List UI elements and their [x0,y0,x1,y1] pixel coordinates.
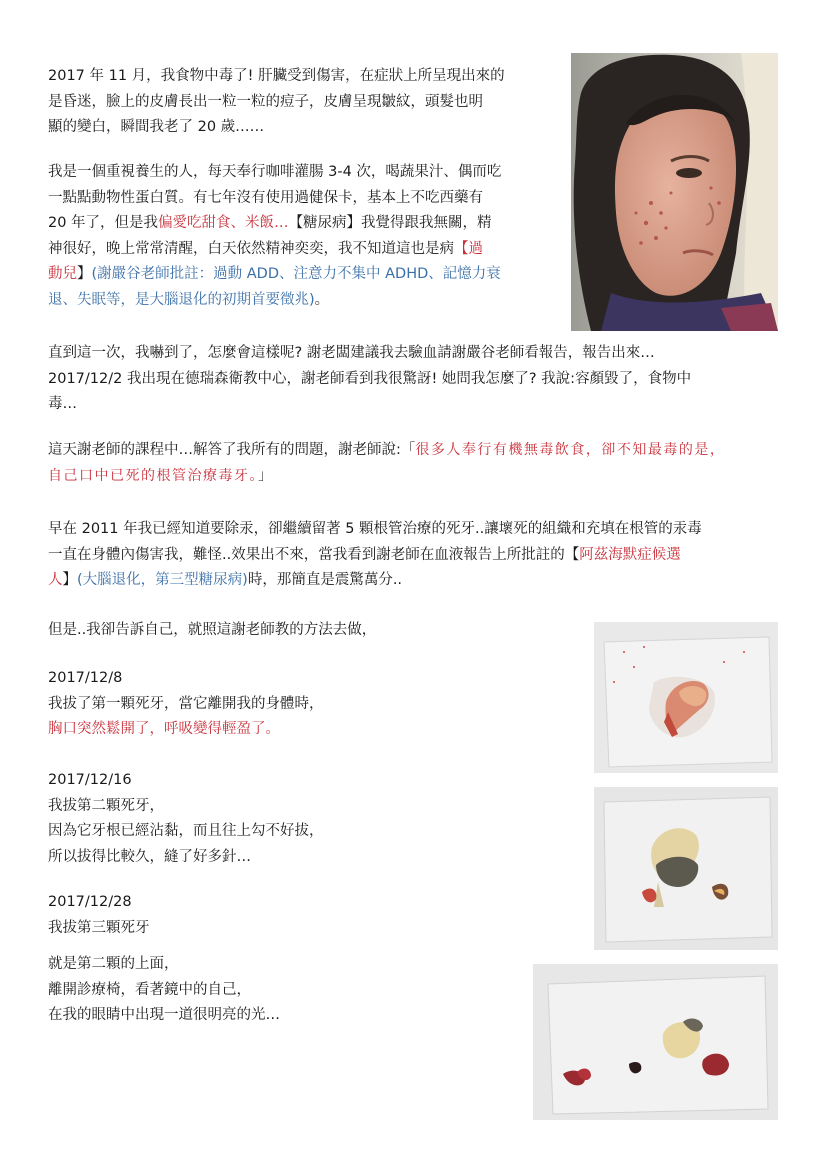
health-text: 20 年了，但是我 [48,215,159,232]
history-paragraph [48,517,702,594]
health-paragraph [48,160,501,314]
history-text: 一直在身體內傷害我，難怪..效果出不來，當我看到謝老師在血液報告上所批註的【 [48,546,580,563]
history-text: 】 [62,572,77,589]
alzheimer-highlight: 人 [48,572,63,589]
teacher-annotation: (謝嚴谷老師批註：過動 ADD、注意力不集中 ADHD、記憶力衰 [91,266,501,283]
lesson-text: 」 [258,467,273,484]
history-line-2 [48,543,702,569]
health-text: 。 [314,291,330,308]
closing-line: 在我的眼睛中出現一道很明亮的光… [48,1007,280,1024]
intro-line-3: 顯的變白，瞬間我老了 20 歲…… [48,119,265,136]
face-photo [571,53,778,331]
teacher-quote: 很多人奉行有機無毒飲食，卻不知最毒的是， [415,442,726,458]
entry-2 [48,768,324,870]
entry-date: 2017/12/28 [48,894,132,910]
entry-3 [48,890,150,941]
alzheimer-highlight: 阿茲海默症候選 [579,546,681,563]
diabetes-text: 【糖尿病】我覺得跟我無關，精 [288,215,492,232]
health-line-1: 我是一個重視養生的人，每天奉行咖啡灌腸 3-4 次，喝蔬果汁、偶而吃 [48,164,502,180]
visit-paragraph [48,341,691,418]
intro-paragraph [48,64,505,141]
entry-date: 2017/12/16 [48,772,132,788]
teacher-quote: 自己口中已死的根管治療毒牙。 [48,467,258,484]
resolve-paragraph [48,618,376,644]
entry-line: 我拔第二顆死牙， [48,797,164,814]
history-line-1: 早在 2011 年我已經知道要除汞，卻繼續留著 5 顆根管治療的死牙..讓壞死的組織和充填在根管的汞毒 [48,521,702,537]
sweets-highlight: 偏愛吃甜食、米飯… [158,215,289,232]
lesson-line-1 [48,438,725,464]
entry-line: 所以拔得比較久，縫了好多針… [48,848,251,865]
visit-line-2: 2017/12/2 我出現在德瑞森衛教中心，謝老師看到我很驚訝! 她問我怎麼了? 我說:容顏毀了，食物中 [48,370,692,387]
entry-line: 因為它牙根已經沾黏，而且往上勾不好拔， [48,823,324,840]
tooth-photo-3 [533,964,778,1120]
lesson-line-2 [48,464,725,490]
lesson-paragraph [48,438,725,489]
health-text: 神很好，晚上常常清醒，白天依然精神奕奕，我不知道這也是病 [48,240,454,257]
health-line-4 [48,237,501,263]
teacher-annotation: 退、失眠等，是大腦退化的初期首要徵兆) [48,291,315,308]
tooth-photo-2 [594,787,778,950]
health-line-2: 一點點動物性蛋白質。有七年沒有使用過健保卡，基本上不吃西藥有 [48,189,483,206]
entry-1 [48,666,324,743]
entry-line: 我拔第三顆死牙 [48,919,150,936]
entry-line: 我拔了第一顆死牙，當它離開我的身體時， [48,695,324,712]
history-line-3 [48,568,702,594]
lesson-text: 這天謝老師的課程中…解答了我所有的問題，謝老師說:「 [48,442,416,458]
hyperactive-highlight: 動兒 [48,266,77,283]
visit-line-1: 直到這一次，我嚇到了，怎麼會這樣呢? 謝老闆建議我去驗血請謝嚴谷老師看報告，報告出來… [48,345,655,361]
health-line-3 [48,211,501,237]
health-line-6 [48,288,501,314]
closing-line: 離開診療椅，看著鏡中的自己， [48,981,251,998]
hyperactive-highlight: 【過 [454,240,483,257]
visit-line-3: 毒… [48,396,77,413]
intro-line-2: 是昏迷，臉上的皮膚長出一粒一粒的痘子，皮膚呈現皺紋，頭髮也明 [48,93,483,110]
health-text: 】 [77,266,92,283]
resolve-line: 但是..我卻告訴自己，就照這謝老師教的方法去做， [48,622,377,638]
tooth-photo-1 [594,622,778,773]
closing-paragraph [48,952,280,1029]
intro-line-1: 2017 年 11 月，我食物中毒了! 肝臟受到傷害，在症狀上所呈現出來的 [48,68,505,84]
history-text: 時，那簡直是震驚萬分.. [247,572,403,589]
health-line-5 [48,262,501,288]
entry-date: 2017/12/8 [48,670,123,686]
entry-highlight: 胸口突然鬆開了，呼吸變得輕盈了。 [48,721,280,738]
closing-line: 就是第二顆的上面， [48,956,179,972]
teacher-annotation: (大腦退化，第三型糖尿病) [77,572,248,589]
